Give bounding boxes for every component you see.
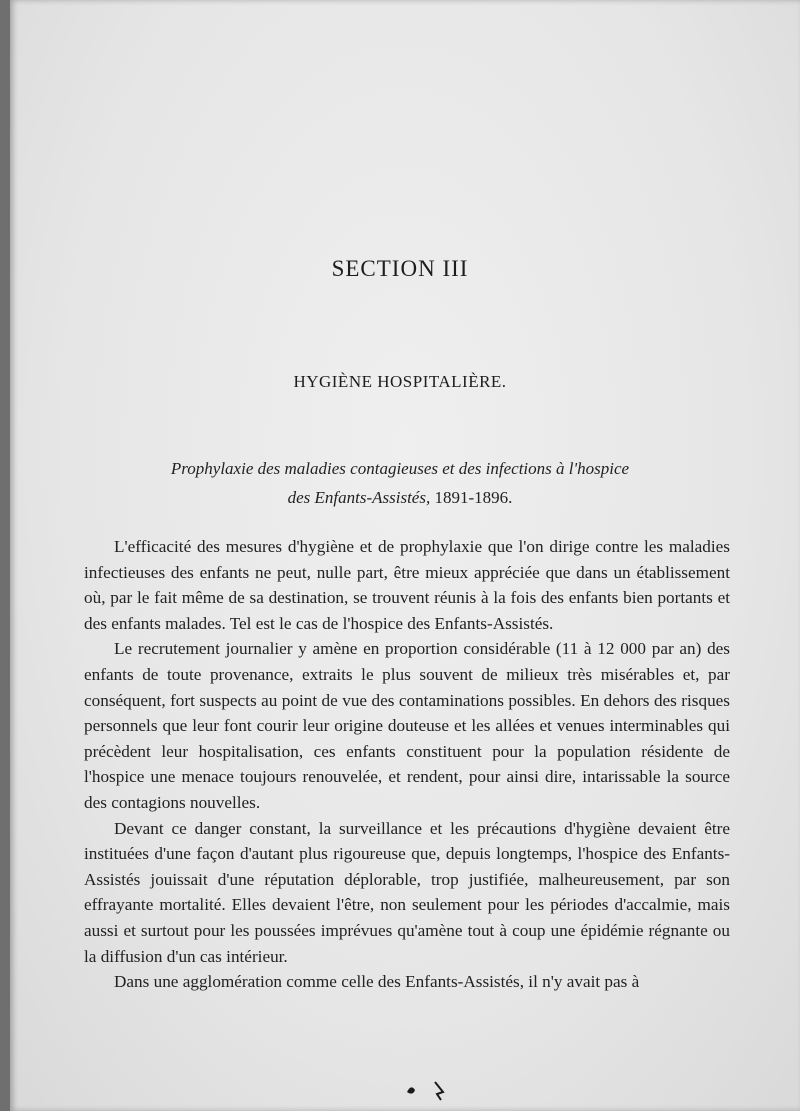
paragraph-4: Dans une agglomération comme celle des Enfants-Assistés, il n'y avait pas à <box>114 972 640 992</box>
lead-line-2 <box>0 488 800 508</box>
body-text <box>84 534 730 995</box>
lead-line-1 <box>0 459 800 479</box>
ink-smudge-marks <box>395 1070 455 1110</box>
paragraph-1: L'efficacité des mesures d'hygiène et de prophylaxie que l'on dirige contre les maladies infectieuses des enfants ne peut, nulle part, être mieux appréciée que dans un établissement où, par le fait même de sa destination, se trouvent réunis à la fois des enfants bien portants et des enfants malades. Tel est le cas de l'hospice des Enfants-Assistés. <box>84 537 730 633</box>
lead-line-2-text: des Enfants-Assistés, <box>287 488 431 507</box>
chapter-subtitle: HYGIÈNE HOSPITALIÈRE. <box>293 372 507 391</box>
paragraph-3: Devant ce danger constant, la surveillance et les précautions d'hygiène devaient être instituées d'une façon d'autant plus rigoureuse que, depuis longtemps, l'hospice des Enfants-Assistés jouissait d'une réputation déplorable, trop justifiée, malheureusement, par son effrayante mortalité. Elles devaient l'être, non seulement pour les périodes d'accalmie, mais aussi et surtout pour les poussées imprévues qu'amène tout à coup une épidémie régnante ou la diffusion d'un cas intérieur. <box>84 818 730 966</box>
paragraph-2: Le recrutement journalier y amène en proportion considérable (11 à 12 000 par an) des enfants de toute provenance, extraits le plus souvent de milieux très misérables et, par conséquent, fort suspects au point de vue des contaminations possibles. En dehors des risques personnels que leur font courir leur origine douteuse et les allées et venues interminables qui précèdent leur hospitalisation, ces enfants constituent pour la population résidente de l'hospice une menace toujours renouvelée, et rendent, pour ainsi dire, intarissable la source des contagions nouvelles. <box>84 639 730 812</box>
section-title: SECTION III <box>331 256 469 281</box>
lead-line-1-text: Prophylaxie des maladies contagieuses et des infections à l'hospice <box>170 459 630 478</box>
lead-years: 1891-1896. <box>430 488 513 507</box>
